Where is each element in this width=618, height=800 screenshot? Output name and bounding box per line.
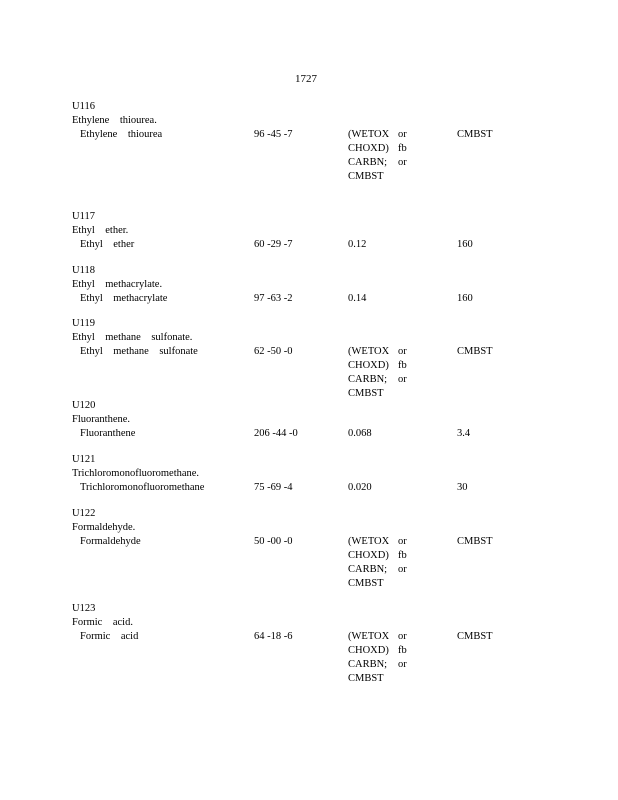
- ww-method: CHOXD): [348, 645, 389, 656]
- ww-method: CHOXD): [348, 360, 389, 371]
- nonwastewater-standard: 30: [457, 482, 468, 493]
- waste-code: U120: [72, 400, 96, 411]
- ww-method: CMBST: [348, 171, 384, 182]
- ww-connector: or: [398, 536, 407, 547]
- waste-description: Ethyl ether.: [72, 225, 129, 236]
- nonwastewater-standard: CMBST: [457, 536, 493, 547]
- ww-connector: or: [398, 129, 407, 140]
- ww-method: CARBN;: [348, 659, 388, 670]
- wastewater-standard: 0.020: [348, 482, 372, 493]
- ww-method: CMBST: [348, 673, 384, 684]
- wastewater-standard: 0.14: [348, 293, 367, 304]
- waste-code: U117: [72, 211, 95, 222]
- constituent-name: Ethyl methane sulfonate: [80, 346, 198, 357]
- ww-method: CMBST: [348, 388, 384, 399]
- ww-method: CARBN;: [348, 157, 388, 168]
- waste-entry-u121: [72, 453, 552, 495]
- cas-number: 60 -29 -7: [254, 239, 293, 250]
- constituent-name: Fluoranthene: [80, 428, 136, 439]
- nonwastewater-standard: CMBST: [457, 129, 493, 140]
- constituent-name: Formaldehyde: [80, 536, 141, 547]
- ww-method: (WETOX: [348, 631, 390, 642]
- waste-description: Ethyl methacrylate.: [72, 279, 163, 290]
- waste-description: Trichloromonofluoromethane.: [72, 468, 200, 479]
- waste-code: U116: [72, 101, 95, 112]
- ww-method: CHOXD): [348, 550, 389, 561]
- cas-number: 64 -18 -6: [254, 631, 293, 642]
- cas-number: 75 -69 -4: [254, 482, 293, 493]
- waste-entry-u116: [72, 100, 552, 182]
- ww-connector: fb: [398, 550, 407, 561]
- waste-description: Ethylene thiourea.: [72, 115, 157, 126]
- ww-connector: fb: [398, 360, 407, 371]
- waste-entry-u117: [72, 210, 552, 252]
- constituent-name: Ethyl methacrylate: [80, 293, 168, 304]
- waste-entry-u122: [72, 507, 552, 589]
- ww-connector: fb: [398, 143, 407, 154]
- ww-connector: or: [398, 659, 407, 670]
- waste-entry-u120: [72, 399, 552, 441]
- ww-connector: or: [398, 374, 407, 385]
- wastewater-standard: 0.12: [348, 239, 367, 250]
- cas-number: 206 -44 -0: [254, 428, 298, 439]
- wastewater-standard: [348, 128, 428, 184]
- constituent-name: Ethyl ether: [80, 239, 135, 250]
- wastewater-standard: [348, 345, 428, 401]
- ww-method: CMBST: [348, 578, 384, 589]
- waste-code: U123: [72, 603, 96, 614]
- constituent-name: Ethylene thiourea: [80, 129, 163, 140]
- waste-description: Formic acid.: [72, 617, 133, 628]
- ww-method: CARBN;: [348, 374, 388, 385]
- constituent-row: [72, 535, 552, 549]
- constituent-name: Formic acid: [80, 631, 139, 642]
- cas-number: 50 -00 -0: [254, 536, 293, 547]
- ww-method: (WETOX: [348, 346, 390, 357]
- constituent-row: [72, 345, 552, 359]
- nonwastewater-standard: 160: [457, 293, 473, 304]
- ww-method: CARBN;: [348, 564, 388, 575]
- waste-code: U121: [72, 454, 96, 465]
- waste-entry-u119: [72, 317, 552, 399]
- wastewater-standard: [348, 535, 428, 591]
- ww-connector: fb: [398, 645, 407, 656]
- ww-connector: or: [398, 631, 407, 642]
- waste-description: Fluoranthene.: [72, 414, 131, 425]
- constituent-name: Trichloromonofluoromethane: [80, 482, 205, 493]
- ww-method: (WETOX: [348, 129, 390, 140]
- nonwastewater-standard: CMBST: [457, 346, 493, 357]
- wastewater-standard: 0.068: [348, 428, 372, 439]
- waste-entry-u123: [72, 602, 552, 684]
- waste-code: U119: [72, 318, 95, 329]
- constituent-row: [72, 292, 552, 306]
- wastewater-standard: [348, 630, 428, 686]
- page-number: 1727: [295, 73, 317, 85]
- waste-code: U118: [72, 265, 95, 276]
- constituent-row: [72, 427, 552, 441]
- waste-code: U122: [72, 508, 96, 519]
- waste-entry-u118: [72, 264, 552, 306]
- ww-method: CHOXD): [348, 143, 389, 154]
- ww-connector: or: [398, 157, 407, 168]
- ww-connector: or: [398, 346, 407, 357]
- cas-number: 96 -45 -7: [254, 129, 293, 140]
- waste-description: Ethyl methane sulfonate.: [72, 332, 193, 343]
- cas-number: 62 -50 -0: [254, 346, 293, 357]
- ww-connector: or: [398, 564, 407, 575]
- ww-method: (WETOX: [348, 536, 390, 547]
- nonwastewater-standard: 3.4: [457, 428, 471, 439]
- cas-number: 97 -63 -2: [254, 293, 293, 304]
- nonwastewater-standard: CMBST: [457, 631, 493, 642]
- waste-description: Formaldehyde.: [72, 522, 136, 533]
- constituent-row: [72, 128, 552, 142]
- constituent-row: [72, 238, 552, 252]
- constituent-row: [72, 630, 552, 644]
- nonwastewater-standard: 160: [457, 239, 473, 250]
- constituent-row: [72, 481, 552, 495]
